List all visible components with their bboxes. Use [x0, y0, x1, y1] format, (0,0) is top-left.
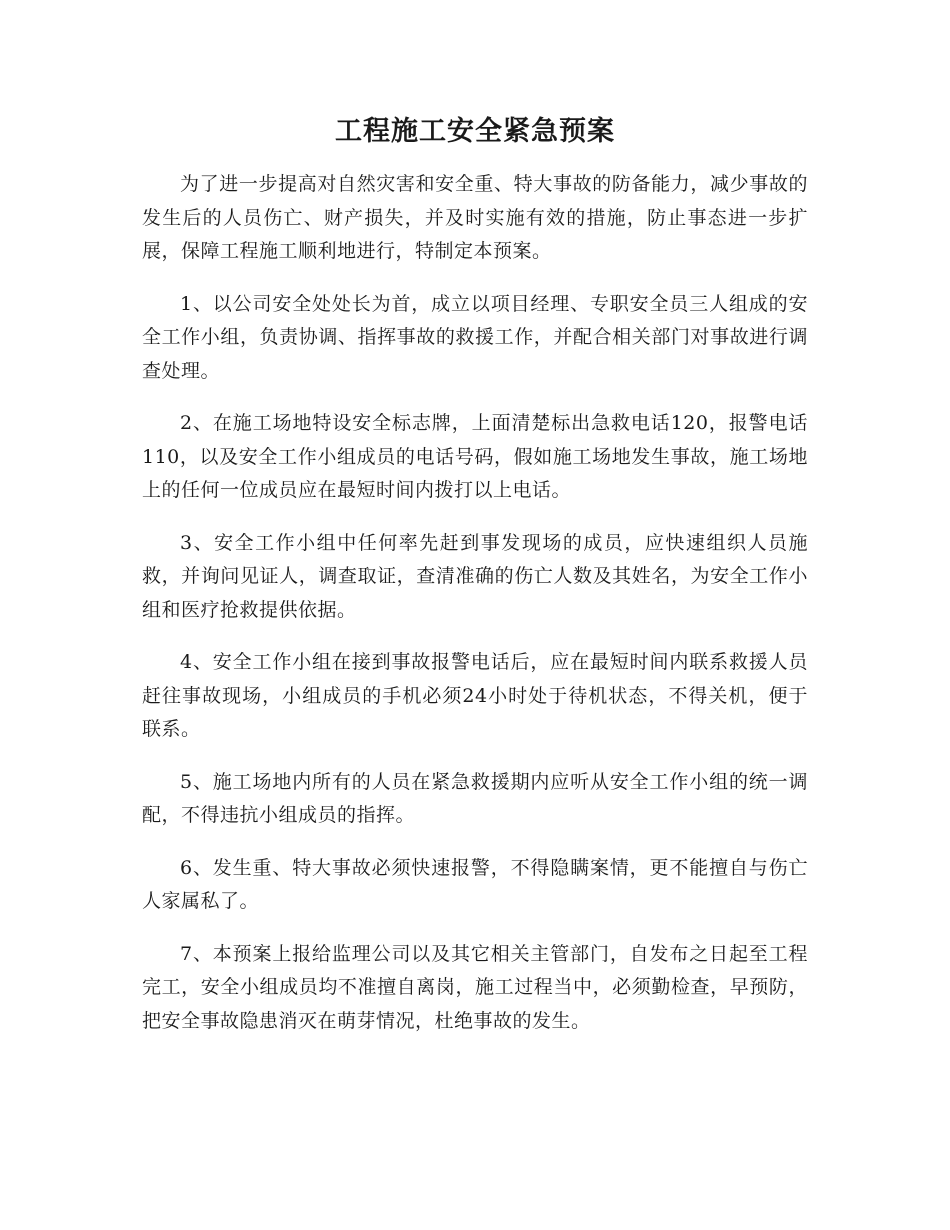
clause-2-paragraph: 2、在施工场地特设安全标志牌，上面清楚标出急救电话120，报警电话110，以及安全工作小组成员的电话号码，假如施工场地发生事故，施工场地上的任何一位成员应在最短时间内拨打以上电话。 [142, 412, 808, 501]
clause-1-paragraph: 1、以公司安全处处长为首，成立以项目经理、专职安全员三人组成的安全工作小组，负责协调、指挥事故的救援工作，并配合相关部门对事故进行调查处理。 [142, 292, 808, 382]
clause-4-paragraph: 4、安全工作小组在接到事故报警电话后，应在最短时间内联系救援人员赶往事故现场，小组成员的手机必须24小时处于待机状态，不得关机，便于联系。 [142, 651, 808, 740]
clause-6-paragraph: 6、发生重、特大事故必须快速报警，不得隐瞒案情，更不能擅自与伤亡人家属私了。 [142, 856, 808, 912]
document-body [142, 168, 808, 1057]
clause-3-paragraph: 3、安全工作小组中任何率先赶到事发现场的成员，应快速组织人员施救，并询问见证人，调查取证，查清准确的伤亡人数及其姓名，为安全工作小组和医疗抢救提供依据。 [142, 531, 808, 621]
clause-5-paragraph: 5、施工场地内所有的人员在紧急救援期内应听从安全工作小组的统一调配，不得违抗小组成员的指挥。 [142, 770, 808, 826]
clause-7-paragraph: 7、本预案上报给监理公司以及其它相关主管部门，自发布之日起至工程完工，安全小组成员均不准擅自离岗，施工过程当中，必须勤检查，早预防，把安全事故隐患消灭在萌芽情况，杜绝事故的发生。 [142, 942, 808, 1032]
intro-paragraph: 为了进一步提高对自然灾害和安全重、特大事故的防备能力，减少事故的发生后的人员伤亡、财产损失，并及时实施有效的措施，防止事态进一步扩展，保障工程施工顺利地进行，特制定本预案。 [142, 173, 808, 262]
document-title: 工程施工安全紧急预案 [335, 116, 615, 147]
